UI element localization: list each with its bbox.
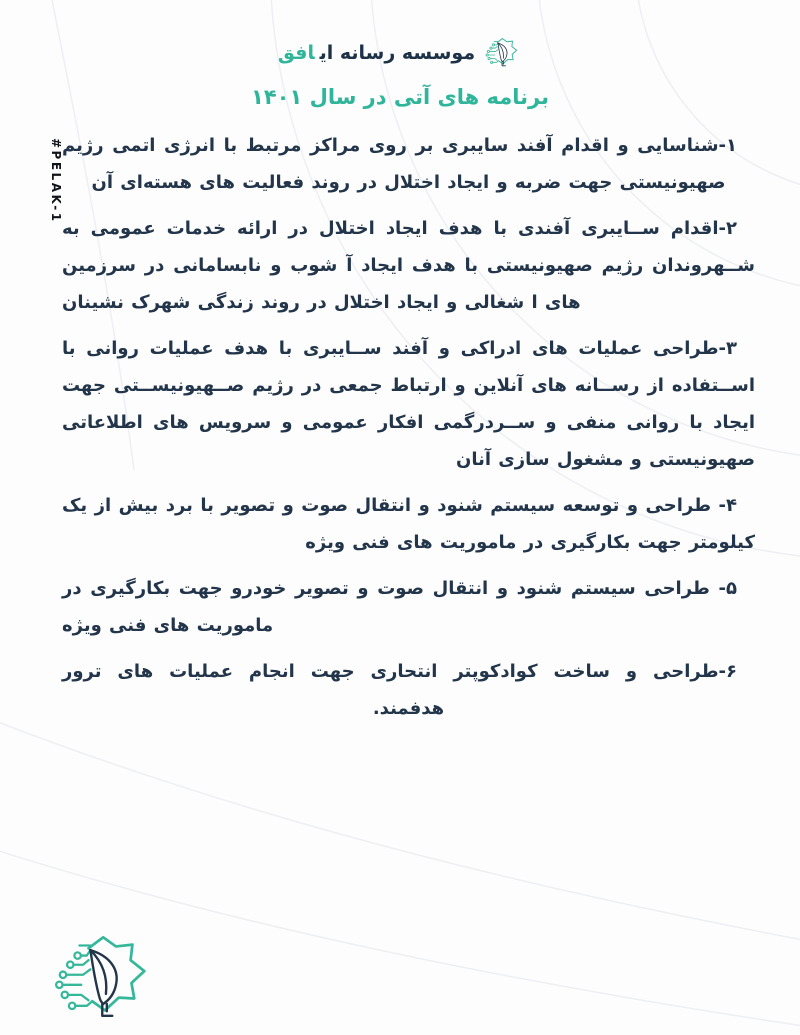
ofogh-logo-icon xyxy=(484,36,522,69)
org-name xyxy=(278,42,475,64)
program-item: ۲-اقدام ســایبری آفندی با هدف ایجاد اختلال در ارائه خدمات عمومی به شــهروندان رژیم صهیونیستی با هدف ایجاد آ شوب و نابسامانی در سرزمین های ا شغالی و ایجاد اختلال در روند زندگی شهرک نشینان xyxy=(62,218,755,313)
org-name-prefix: موسسه رسانه ای xyxy=(319,41,476,64)
org-name-accent: افق xyxy=(277,41,315,64)
program-item: ۵- طراحی سیستم شنود و انتقال صوت و تصویر خودرو جهت بکارگیری در ماموریت های فنی ویژه xyxy=(62,578,737,636)
hashtag-vertical-label: #PELAK-1 xyxy=(49,138,63,224)
header xyxy=(0,0,800,69)
page-title: برنامه های آتی در سال ۱۴۰۱ xyxy=(251,85,549,109)
program-item: ۴- طراحی و توسعه سیستم شنود و انتقال صوت و تصویر با برد بیش از یک کیلومتر جهت بکارگیری در ماموریت های فنی ویژه xyxy=(62,495,755,553)
ofogh-logo-icon xyxy=(50,930,160,1025)
program-item: ۱-شناسایی و اقدام آفند سایبری بر روی مراکز مرتبط با انرژی اتمی رژیم صهیونیستی جهت ضربه و ایجاد اختلال در روند فعالیت های هسته‌ای آن xyxy=(62,135,737,193)
program-item: ۶-طراحی و ساخت کوادکوپتر انتحاری جهت انجام عملیات های ترور هدفمند. xyxy=(62,661,737,719)
program-item: ۳-طراحی عملیات های ادراکی و آفند ســایبری با هدف عملیات روانی با اســتفاده از رســانه های آنلاین و ارتباط جمعی در رژیم صــهیونیســتی جهت ایجاد با روانی منفی و ســردرگمی افکار عمومی و سرویس های اطلاعاتی صهیونیستی و مشغول سازی آنان xyxy=(62,338,755,470)
program-list xyxy=(0,127,800,727)
